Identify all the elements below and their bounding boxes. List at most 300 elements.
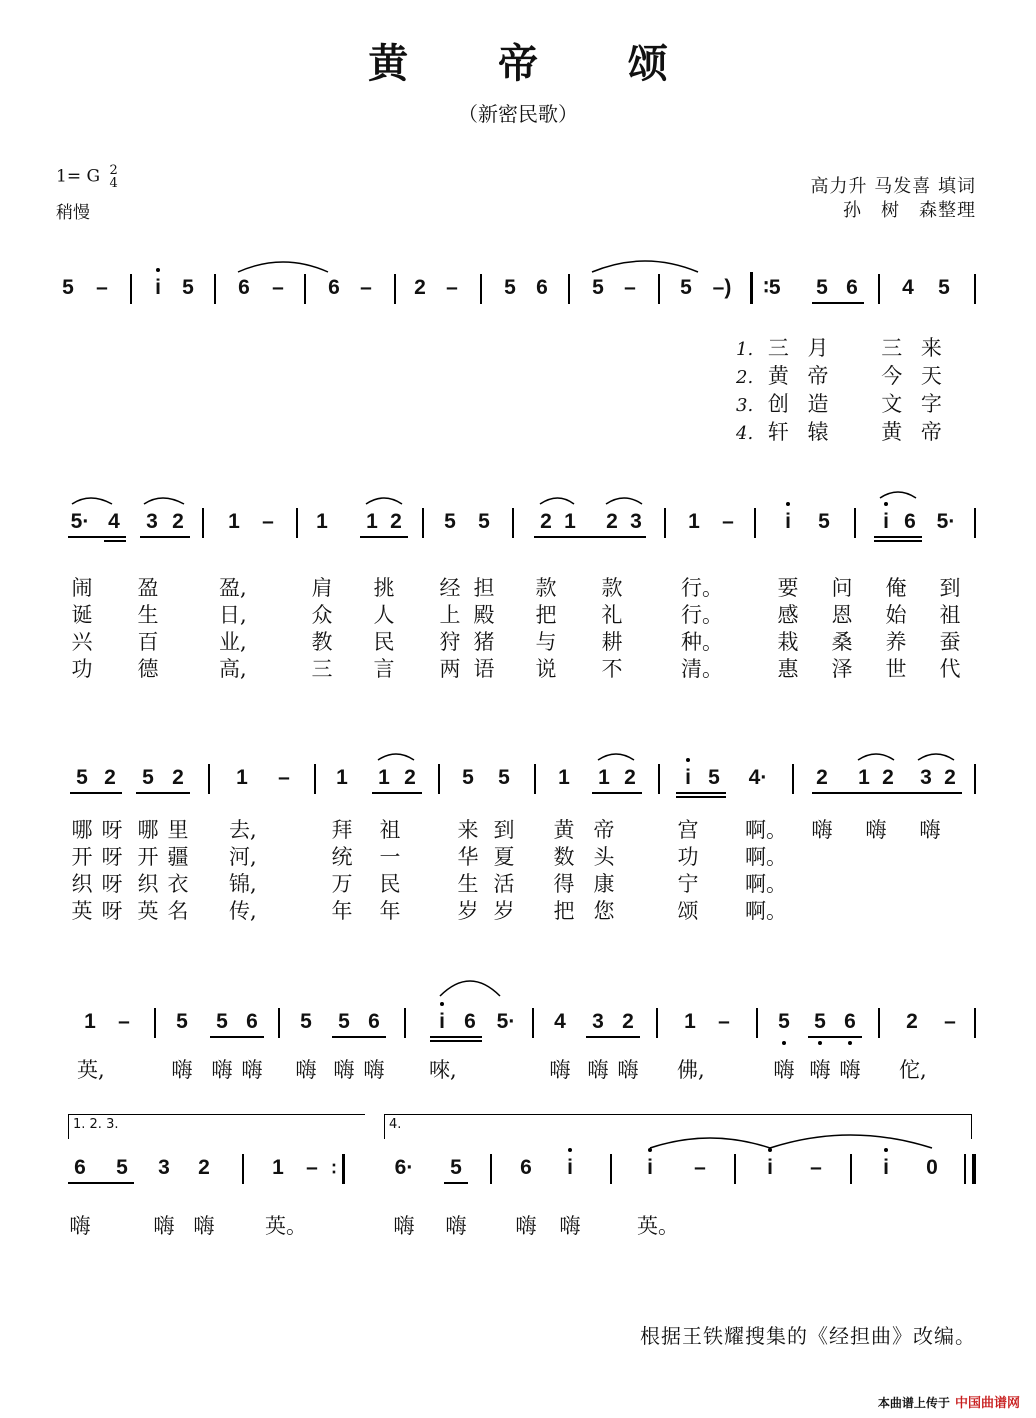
beam xyxy=(586,1036,640,1038)
note: 1 xyxy=(84,1010,96,1033)
lyric-syllable: 呀 xyxy=(101,818,123,842)
lyric-syllable: 祖 xyxy=(379,818,401,842)
note: 1 xyxy=(272,1156,284,1179)
note: 3 xyxy=(158,1156,170,1179)
note: 5 xyxy=(116,1156,128,1179)
lyric-syllable: 款 xyxy=(601,576,623,600)
note: 1 xyxy=(558,766,570,789)
verse-text: 黄 帝 xyxy=(881,420,948,444)
lyric-syllable: 嗨 xyxy=(809,1058,831,1082)
barline xyxy=(850,1154,852,1184)
lyric-syllable: 帝 xyxy=(593,818,615,842)
lyric-syllable: 呀 xyxy=(101,872,123,896)
lyric-syllable: 嗨 xyxy=(549,1058,571,1082)
note: i xyxy=(883,510,889,533)
lyric-syllable: 黄 xyxy=(553,818,575,842)
lyric-syllable: 开 xyxy=(137,845,159,869)
dash: – xyxy=(360,276,372,299)
note: 2 xyxy=(944,766,956,789)
barline xyxy=(154,1008,156,1038)
lyrics-line-3 xyxy=(60,814,980,924)
note: 5 xyxy=(818,510,830,533)
lyric-syllable: 耕 xyxy=(601,630,623,654)
page-title: 黄 帝 颂 xyxy=(368,40,706,87)
time-signature xyxy=(109,164,117,190)
barline xyxy=(296,508,298,538)
barline xyxy=(974,764,976,794)
lyric-syllable: 嗨 xyxy=(295,1058,317,1082)
lyric-syllable: 一 xyxy=(379,845,401,869)
lyric-syllable: 始 xyxy=(885,603,907,627)
lyric-syllable: 英。 xyxy=(265,1214,307,1238)
beam xyxy=(808,1036,862,1038)
note: i xyxy=(767,1156,773,1179)
note: 5 xyxy=(142,766,154,789)
note: 5 xyxy=(76,766,88,789)
note: i xyxy=(567,1156,573,1179)
slurs-line-5 xyxy=(60,1112,980,1192)
verse-number: 1. xyxy=(736,339,754,360)
lyric-syllable: 嗨 xyxy=(559,1214,581,1238)
verse-text: 三 月 xyxy=(767,336,835,360)
lyric-syllable: 嗨 xyxy=(773,1058,795,1082)
verse-text: 轩 辕 xyxy=(767,420,835,444)
barline xyxy=(974,1008,976,1038)
verse-intro-1 xyxy=(736,332,948,362)
watermark xyxy=(878,1392,1020,1411)
lyric-syllable: 名 xyxy=(167,899,189,923)
barline xyxy=(404,1008,406,1038)
note: 5 xyxy=(338,1010,350,1033)
note: 5 xyxy=(680,276,692,299)
barline xyxy=(394,274,396,304)
note: 5 xyxy=(62,276,74,299)
lyric-syllable: 闹 xyxy=(71,576,93,600)
lyric-syllable: 英, xyxy=(77,1058,105,1082)
lyric-syllable: 种。 xyxy=(681,630,723,654)
note: 6 xyxy=(520,1156,532,1179)
lyric-syllable: 统 xyxy=(331,845,353,869)
note: 6 xyxy=(464,1010,476,1033)
lyric-syllable: 来 xyxy=(457,818,479,842)
lyric-syllable: 挑 xyxy=(373,576,395,600)
barline xyxy=(532,1008,534,1038)
note: 2 xyxy=(414,276,426,299)
volta-label: 4. xyxy=(389,1117,402,1132)
note: 6 xyxy=(74,1156,86,1179)
lyric-syllable: 到 xyxy=(939,576,961,600)
score-line-1 xyxy=(60,232,980,312)
lyric-syllable: 民 xyxy=(373,630,395,654)
score-line-2 xyxy=(60,466,980,546)
key-signature xyxy=(56,164,118,190)
note: i xyxy=(883,1156,889,1179)
barline xyxy=(304,274,306,304)
lyric-syllable: 蚕 xyxy=(939,630,961,654)
low-octave-dot xyxy=(818,1041,822,1045)
lyric-syllable: 嗨 xyxy=(241,1058,263,1082)
slurs-line-2 xyxy=(60,466,980,546)
lyric-syllable: 猪 xyxy=(473,630,495,654)
lyric-syllable: 嗨 xyxy=(587,1058,609,1082)
note: 5 xyxy=(450,1156,462,1179)
lyric-syllable: 康 xyxy=(593,872,615,896)
lyric-syllable: 殿 xyxy=(473,603,495,627)
note: 1 xyxy=(366,510,378,533)
lyric-syllable: 数 xyxy=(553,845,575,869)
lyric-syllable: 锦, xyxy=(229,872,257,896)
note: 5· xyxy=(496,1010,516,1033)
note: i xyxy=(785,510,791,533)
note: 3 xyxy=(592,1010,604,1033)
lyric-syllable: 俺 xyxy=(885,576,907,600)
barline xyxy=(754,508,756,538)
lyric-syllable: 年 xyxy=(331,899,353,923)
note: 1 xyxy=(598,766,610,789)
barline xyxy=(512,508,514,538)
lyric-syllable: 华 xyxy=(457,845,479,869)
note: 2 xyxy=(606,510,618,533)
verse-number: 4. xyxy=(736,423,754,444)
lyric-syllable: 泽 xyxy=(831,657,853,681)
note: 6 xyxy=(904,510,916,533)
arranger-credit: 孙 树 森整理 xyxy=(843,200,976,221)
barline xyxy=(734,1154,736,1184)
dash: – xyxy=(810,1156,822,1179)
note: 5 xyxy=(216,1010,228,1033)
barline xyxy=(792,764,794,794)
note: 5 xyxy=(504,276,516,299)
lyric-syllable: 嗨 xyxy=(393,1214,415,1238)
lyrics-line-5 xyxy=(60,1210,980,1240)
barline xyxy=(964,1154,966,1184)
lyric-syllable: 盈 xyxy=(137,576,159,600)
beam xyxy=(136,792,190,794)
lyric-syllable: 拜 xyxy=(331,818,353,842)
note: 1 xyxy=(316,510,328,533)
lyric-syllable: 功 xyxy=(71,657,93,681)
lyric-syllable: 栽 xyxy=(777,630,799,654)
lyric-syllable: 英。 xyxy=(637,1214,679,1238)
barline xyxy=(568,274,570,304)
slurs-line-1 xyxy=(60,232,980,312)
beam xyxy=(676,792,726,794)
note: 6· xyxy=(394,1156,414,1179)
note: 5 xyxy=(478,510,490,533)
slurs-line-4 xyxy=(60,966,980,1046)
beam xyxy=(430,1036,482,1038)
lyrics-line-2 xyxy=(60,572,980,682)
lyric-syllable: 礼 xyxy=(601,603,623,627)
lyric-syllable: 高, xyxy=(219,657,247,681)
lyric-syllable: 盈, xyxy=(219,576,247,600)
barline xyxy=(242,1154,244,1184)
lyric-syllable: 嗨 xyxy=(333,1058,355,1082)
lyric-syllable: 夏 xyxy=(493,845,515,869)
note: 2 xyxy=(104,766,116,789)
note: 1 xyxy=(688,510,700,533)
note: 1 xyxy=(236,766,248,789)
dash: – xyxy=(262,510,274,533)
lyric-syllable: 经 xyxy=(439,576,461,600)
lyric-syllable: 嗨 xyxy=(363,1058,385,1082)
note: 2 xyxy=(816,766,828,789)
note: 2 xyxy=(404,766,416,789)
barline xyxy=(490,1154,492,1184)
verse-number: 3. xyxy=(736,395,754,416)
lyric-syllable: 里 xyxy=(167,818,189,842)
lyric-syllable: 兴 xyxy=(71,630,93,654)
note: 5 xyxy=(176,1010,188,1033)
note: 2 xyxy=(624,766,636,789)
octave-dot xyxy=(884,1148,888,1152)
octave-dot xyxy=(786,502,790,506)
beam xyxy=(592,792,642,794)
dash: – xyxy=(272,276,284,299)
lyric-syllable: 百 xyxy=(137,630,159,654)
barline xyxy=(208,764,210,794)
barline xyxy=(480,274,482,304)
score-line-4 xyxy=(60,966,980,1046)
lyric-syllable: 佗, xyxy=(899,1058,927,1082)
dash: – xyxy=(944,1010,956,1033)
note: 6 xyxy=(536,276,548,299)
beam xyxy=(812,302,864,304)
score-line-5 xyxy=(60,1112,980,1192)
barline xyxy=(422,508,424,538)
note: 5 xyxy=(938,276,950,299)
upload-text: 本曲谱上传于 xyxy=(877,1396,950,1410)
lyric-syllable: 河, xyxy=(229,845,257,869)
octave-dot xyxy=(768,1148,772,1152)
lyric-syllable: 嗨 xyxy=(865,818,887,842)
beam xyxy=(104,540,126,542)
barline xyxy=(130,274,132,304)
lyric-syllable: 嗨 xyxy=(153,1214,175,1238)
lyric-syllable: 嗨 xyxy=(171,1058,193,1082)
beam xyxy=(68,1182,134,1184)
score-line-3 xyxy=(60,722,980,802)
beam xyxy=(140,536,190,538)
beam xyxy=(70,792,122,794)
lyric-syllable: 呀 xyxy=(101,845,123,869)
lyric-syllable: 宫 xyxy=(677,818,699,842)
lyric-syllable: 头 xyxy=(593,845,615,869)
note: 6 xyxy=(368,1010,380,1033)
lyric-syllable: 万 xyxy=(331,872,353,896)
note: i xyxy=(439,1010,445,1033)
dash: – xyxy=(722,510,734,533)
note: 5 xyxy=(816,276,828,299)
lyric-syllable: 嗨 xyxy=(69,1214,91,1238)
lyric-syllable: 言 xyxy=(373,657,395,681)
dash: – xyxy=(96,276,108,299)
lyric-syllable: 嗨 xyxy=(515,1214,537,1238)
octave-dot xyxy=(440,1002,444,1006)
lyric-syllable: 岁 xyxy=(457,899,479,923)
lyric-syllable: 嗨 xyxy=(839,1058,861,1082)
note: 2 xyxy=(198,1156,210,1179)
lyric-syllable: 哪 xyxy=(71,818,93,842)
note: 1 xyxy=(684,1010,696,1033)
lyric-syllable: 说 xyxy=(535,657,557,681)
barline xyxy=(438,764,440,794)
beam xyxy=(210,1036,264,1038)
repeat-note: ∶5 xyxy=(763,276,781,299)
lyric-syllable: 您 xyxy=(593,899,615,923)
beam xyxy=(676,796,726,798)
barline xyxy=(656,1008,658,1038)
octave-dot xyxy=(884,502,888,506)
repeat-end-bar xyxy=(342,1154,345,1184)
dash: – xyxy=(718,1010,730,1033)
lyric-syllable: 得 xyxy=(553,872,575,896)
arrangement-note: 根据王铁耀搜集的《经担曲》改编。 xyxy=(640,1324,976,1348)
verse-text: 黄 帝 xyxy=(767,364,835,388)
verse-number: 2. xyxy=(736,367,754,388)
note: 1 xyxy=(858,766,870,789)
lyric-syllable: 嗨 xyxy=(211,1058,233,1082)
verse-intro-4 xyxy=(736,416,948,446)
barline xyxy=(974,508,976,538)
lyric-syllable: 三 xyxy=(311,657,333,681)
note: i xyxy=(647,1156,653,1179)
rest: 0 xyxy=(926,1156,938,1179)
lyric-syllable: 行。 xyxy=(681,603,723,627)
lyricist-credit: 高力升 马发喜 填词 xyxy=(810,176,976,197)
dash: – xyxy=(694,1156,706,1179)
verse-text: 三 来 xyxy=(881,336,948,360)
note: 5 xyxy=(444,510,456,533)
lyric-syllable: 惠 xyxy=(777,657,799,681)
subtitle: （新密民歌） xyxy=(458,102,578,126)
note: 1 xyxy=(336,766,348,789)
beam xyxy=(534,536,646,538)
note: 2 xyxy=(882,766,894,789)
octave-dot xyxy=(648,1148,652,1152)
note: 2 xyxy=(390,510,402,533)
barline xyxy=(878,274,880,304)
octave-dot xyxy=(568,1148,572,1152)
low-octave-dot xyxy=(782,1041,786,1045)
lyric-syllable: 颂 xyxy=(677,899,699,923)
lyric-syllable: 业, xyxy=(219,630,247,654)
note: 4 xyxy=(554,1010,566,1033)
note: 6 xyxy=(846,276,858,299)
lyric-syllable: 担 xyxy=(473,576,495,600)
barline xyxy=(974,274,976,304)
lyric-syllable: 呀 xyxy=(101,899,123,923)
lyric-syllable: 诞 xyxy=(71,603,93,627)
note: 5 xyxy=(814,1010,826,1033)
tempo-marking: 稍慢 xyxy=(56,203,90,223)
note: 5· xyxy=(936,510,956,533)
note: 6 xyxy=(844,1010,856,1033)
beam xyxy=(68,536,126,538)
note: 3 xyxy=(146,510,158,533)
lyric-syllable: 啊。 xyxy=(745,899,787,923)
lyric-syllable: 养 xyxy=(885,630,907,654)
lyric-syllable: 嗨 xyxy=(919,818,941,842)
dash: – xyxy=(118,1010,130,1033)
lyric-syllable: 啊。 xyxy=(745,845,787,869)
lyric-syllable: 语 xyxy=(473,657,495,681)
note: 4 xyxy=(108,510,120,533)
lyric-syllable: 民 xyxy=(379,872,401,896)
barline xyxy=(854,508,856,538)
note: 2 xyxy=(540,510,552,533)
barline xyxy=(658,764,660,794)
note: 6 xyxy=(328,276,340,299)
lyric-syllable: 感 xyxy=(777,603,799,627)
barline xyxy=(214,274,216,304)
barline xyxy=(756,1008,758,1038)
lyric-syllable: 织 xyxy=(137,872,159,896)
lyric-syllable: 活 xyxy=(493,872,515,896)
final-barline xyxy=(972,1154,976,1184)
note: 3 xyxy=(920,766,932,789)
lyric-syllable: 日, xyxy=(219,603,247,627)
lyric-syllable: 英 xyxy=(71,899,93,923)
note: 4 xyxy=(902,276,914,299)
lyric-syllable: 肩 xyxy=(311,576,333,600)
lyric-syllable: 上 xyxy=(439,603,461,627)
barline xyxy=(610,1154,612,1184)
octave-dot xyxy=(156,268,160,272)
lyric-syllable: 众 xyxy=(311,603,333,627)
note: 5 xyxy=(592,276,604,299)
verse-intro-3 xyxy=(736,388,948,418)
lyric-syllable: 人 xyxy=(373,603,395,627)
time-top: 2 xyxy=(109,163,118,178)
lyric-syllable: 唻, xyxy=(429,1058,457,1082)
lyric-syllable: 哪 xyxy=(137,818,159,842)
barline xyxy=(314,764,316,794)
repeat-start-bar xyxy=(750,272,753,304)
lyrics-line-4 xyxy=(60,1054,980,1084)
note: 4· xyxy=(748,766,768,789)
key-label: 1= G xyxy=(56,166,101,187)
lyric-syllable: 疆 xyxy=(167,845,189,869)
lyric-syllable: 祖 xyxy=(939,603,961,627)
volta-label: 1. 2. 3. xyxy=(73,1117,119,1132)
note: 5 xyxy=(300,1010,312,1033)
lyric-syllable: 啊。 xyxy=(745,818,787,842)
note: 5 xyxy=(462,766,474,789)
beam xyxy=(372,792,422,794)
verse-text: 今 天 xyxy=(881,364,948,388)
repeat-dots: ∶ xyxy=(331,1159,337,1179)
lyric-syllable: 传, xyxy=(229,899,257,923)
lyric-syllable: 生 xyxy=(457,872,479,896)
lyric-syllable: 教 xyxy=(311,630,333,654)
lyric-syllable: 德 xyxy=(137,657,159,681)
barline xyxy=(664,508,666,538)
note: 5 xyxy=(708,766,720,789)
note: 5 xyxy=(498,766,510,789)
lyric-syllable: 行。 xyxy=(681,576,723,600)
beam xyxy=(430,1040,482,1042)
dash: – xyxy=(624,276,636,299)
beam xyxy=(812,792,962,794)
note: 1 xyxy=(228,510,240,533)
verse-text: 文 字 xyxy=(881,392,948,416)
barline xyxy=(658,274,660,304)
lyric-syllable: 两 xyxy=(439,657,461,681)
lyric-syllable: 世 xyxy=(885,657,907,681)
lyric-syllable: 清。 xyxy=(681,657,723,681)
lyric-syllable: 佛, xyxy=(677,1058,705,1082)
